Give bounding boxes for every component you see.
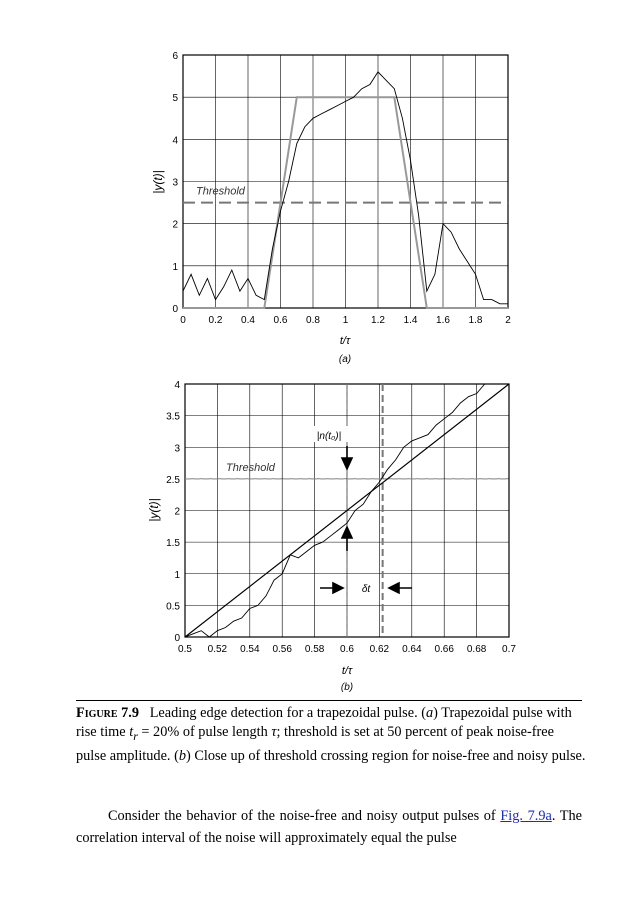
y-tick-label: 4 — [174, 380, 180, 391]
y-tick-label: 0.5 — [166, 601, 180, 613]
x-tick-label: 1.4 — [403, 315, 418, 326]
arrow-down-icon — [342, 446, 352, 469]
noise-amplitude-label: |n(t₀)| — [316, 431, 342, 442]
caption-rule — [76, 700, 582, 701]
x-tick-labels-b — [178, 644, 516, 655]
y-axis-label-b: |y(t)| — [147, 498, 161, 522]
body-text-2: . The correlation interval of the noise will approximately equal the pulse — [76, 808, 582, 846]
figure-link[interactable]: Fig. 7.9a — [500, 808, 552, 824]
figure-7-9b-chart — [140, 376, 520, 698]
caption-r-subscript: r — [133, 729, 138, 744]
caption-panel-a: a — [426, 705, 434, 721]
caption-text-4: ; threshold is set at 50 percent of peak noise-free pulse amplitude. ( — [76, 724, 554, 764]
figure-7-9a-chart — [140, 44, 520, 370]
x-axis-label-a: t/τ — [339, 335, 351, 347]
y-tick-label: 2 — [172, 219, 178, 231]
y-tick-label: 0 — [172, 304, 178, 315]
x-tick-label: 0.58 — [304, 644, 325, 655]
y-axis-label-a: |y(t)| — [151, 170, 165, 194]
caption-t-symbol: t — [129, 724, 134, 741]
caption-text-5: ) Close up of threshold crossing region for noise-free and noisy pulse. — [186, 747, 586, 764]
x-tick-label: 0.64 — [402, 644, 422, 655]
y-tick-label: 1.5 — [166, 538, 180, 550]
x-tick-label: 0.52 — [207, 644, 228, 655]
y-tick-labels-a — [172, 51, 178, 315]
x-axis-label-b: t/τ — [341, 665, 353, 677]
x-tick-label: 1.2 — [371, 315, 385, 326]
y-tick-label: 4 — [172, 135, 178, 147]
x-tick-label: 1.6 — [436, 315, 450, 326]
body-text-1: Consider the behavior of the noise-free and noisy output pulses of — [108, 808, 501, 824]
x-tick-label: 0.62 — [369, 644, 390, 655]
caption-tau-symbol: τ — [271, 724, 277, 741]
x-tick-label: 0.56 — [272, 644, 292, 655]
figure-caption — [76, 704, 586, 766]
arrow-right-icon — [320, 583, 343, 593]
caption-text-1: Leading edge detection for a trapezoidal pulse. ( — [149, 705, 426, 721]
y-tick-label: 6 — [172, 51, 178, 62]
x-tick-label: 2 — [505, 315, 511, 326]
y-tick-label: 2 — [174, 506, 180, 518]
y-tick-label: 1 — [172, 261, 178, 273]
x-tick-label: 0.6 — [340, 644, 354, 655]
caption-panel-b: b — [178, 747, 186, 764]
x-tick-label: 0.66 — [434, 644, 454, 655]
y-tick-label: 2.5 — [166, 474, 180, 486]
x-tick-label: 0.8 — [306, 315, 320, 326]
y-tick-label: 5 — [172, 93, 178, 105]
x-tick-label: 0.6 — [273, 315, 288, 326]
x-tick-label: 0.2 — [208, 315, 223, 326]
panel-label-a: (a) — [338, 354, 352, 365]
arrow-up-icon — [342, 527, 352, 551]
x-tick-label: 0.5 — [178, 644, 192, 655]
x-tick-label: 0.4 — [241, 315, 255, 326]
x-tick-label: 0.68 — [466, 644, 487, 655]
threshold-label-a: Threshold — [196, 185, 245, 198]
caption-figure-label: Figure 7.9 — [76, 705, 139, 721]
delta-t-label: δt — [361, 584, 371, 595]
panel-label-b: (b) — [340, 682, 354, 693]
threshold-label-b: Threshold — [226, 461, 275, 474]
x-tick-label: 0 — [180, 315, 186, 326]
x-tick-label: 0.7 — [502, 644, 516, 655]
caption-text-3: = 20% of pulse length — [137, 724, 272, 741]
y-tick-label: 0 — [174, 633, 180, 644]
caption-text-2: ) Trapezoidal pulse with rise time — [76, 705, 572, 741]
y-tick-labels-b — [166, 380, 180, 644]
arrow-left-icon — [389, 583, 412, 593]
x-tick-labels-a — [180, 315, 511, 326]
x-tick-label: 1.8 — [468, 315, 483, 326]
x-tick-label: 1 — [342, 315, 349, 326]
y-tick-label: 3.5 — [166, 411, 180, 423]
y-tick-label: 3 — [174, 443, 180, 455]
x-tick-label: 0.54 — [240, 644, 260, 655]
y-tick-label: 1 — [174, 569, 180, 581]
y-tick-label: 3 — [172, 177, 178, 189]
body-paragraph — [76, 806, 582, 849]
